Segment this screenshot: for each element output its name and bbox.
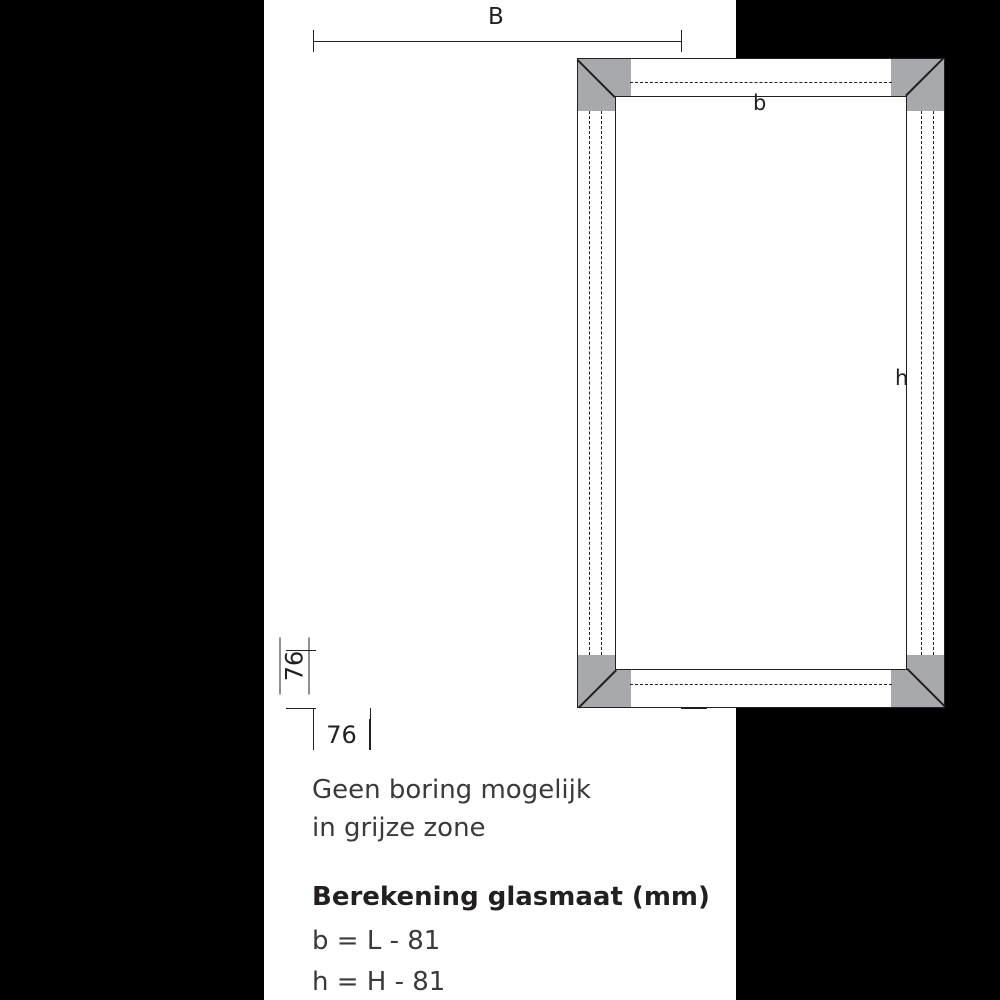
dim-76-horiz-right-tick [370, 708, 371, 750]
label-glass-height: h [895, 366, 909, 390]
formula-line-2: h = H - 81 [312, 967, 446, 997]
glass-line-right [921, 111, 922, 655]
formula-heading: Berekening glasmaat (mm) [312, 882, 710, 912]
label-glass-width: b [753, 91, 767, 115]
glass-line-top [630, 82, 892, 83]
grey-zone-top-left-rail [615, 59, 631, 96]
dim-b-right-tick [681, 30, 682, 52]
note-line-1: Geen boring mogelijk [312, 775, 591, 805]
glass-line-bottom [630, 684, 892, 685]
grey-zone-top-right-rail [891, 59, 907, 96]
note-line-2: in grijze zone [312, 813, 486, 843]
dim-76-horizontal-value: 76 [326, 720, 357, 749]
dim-76-vertical-box [280, 638, 310, 695]
grey-zone-bottom-right-rail [891, 670, 907, 707]
dim-76-horizontal-box [313, 719, 370, 750]
grey-zone-top-right [907, 59, 944, 111]
dim-b-line [313, 41, 681, 42]
label-overall-width: B [488, 4, 504, 30]
diagram-panel [264, 0, 909, 1000]
profile-line-left-inner [589, 111, 590, 655]
glass-line-left [601, 111, 602, 655]
frame-drawing [577, 58, 945, 708]
profile-line-right-inner [933, 111, 934, 655]
formula-line-1: b = L - 81 [312, 926, 441, 956]
grey-zone-bottom-left [578, 655, 615, 707]
grey-zone-bottom-left-rail [615, 670, 631, 707]
dim-76-vert-bottom-tick [286, 708, 316, 709]
dim-76-vertical-value: 76 [280, 650, 309, 682]
dim-h-bottom-tick [681, 708, 707, 709]
frame-inner-rect [615, 96, 907, 670]
